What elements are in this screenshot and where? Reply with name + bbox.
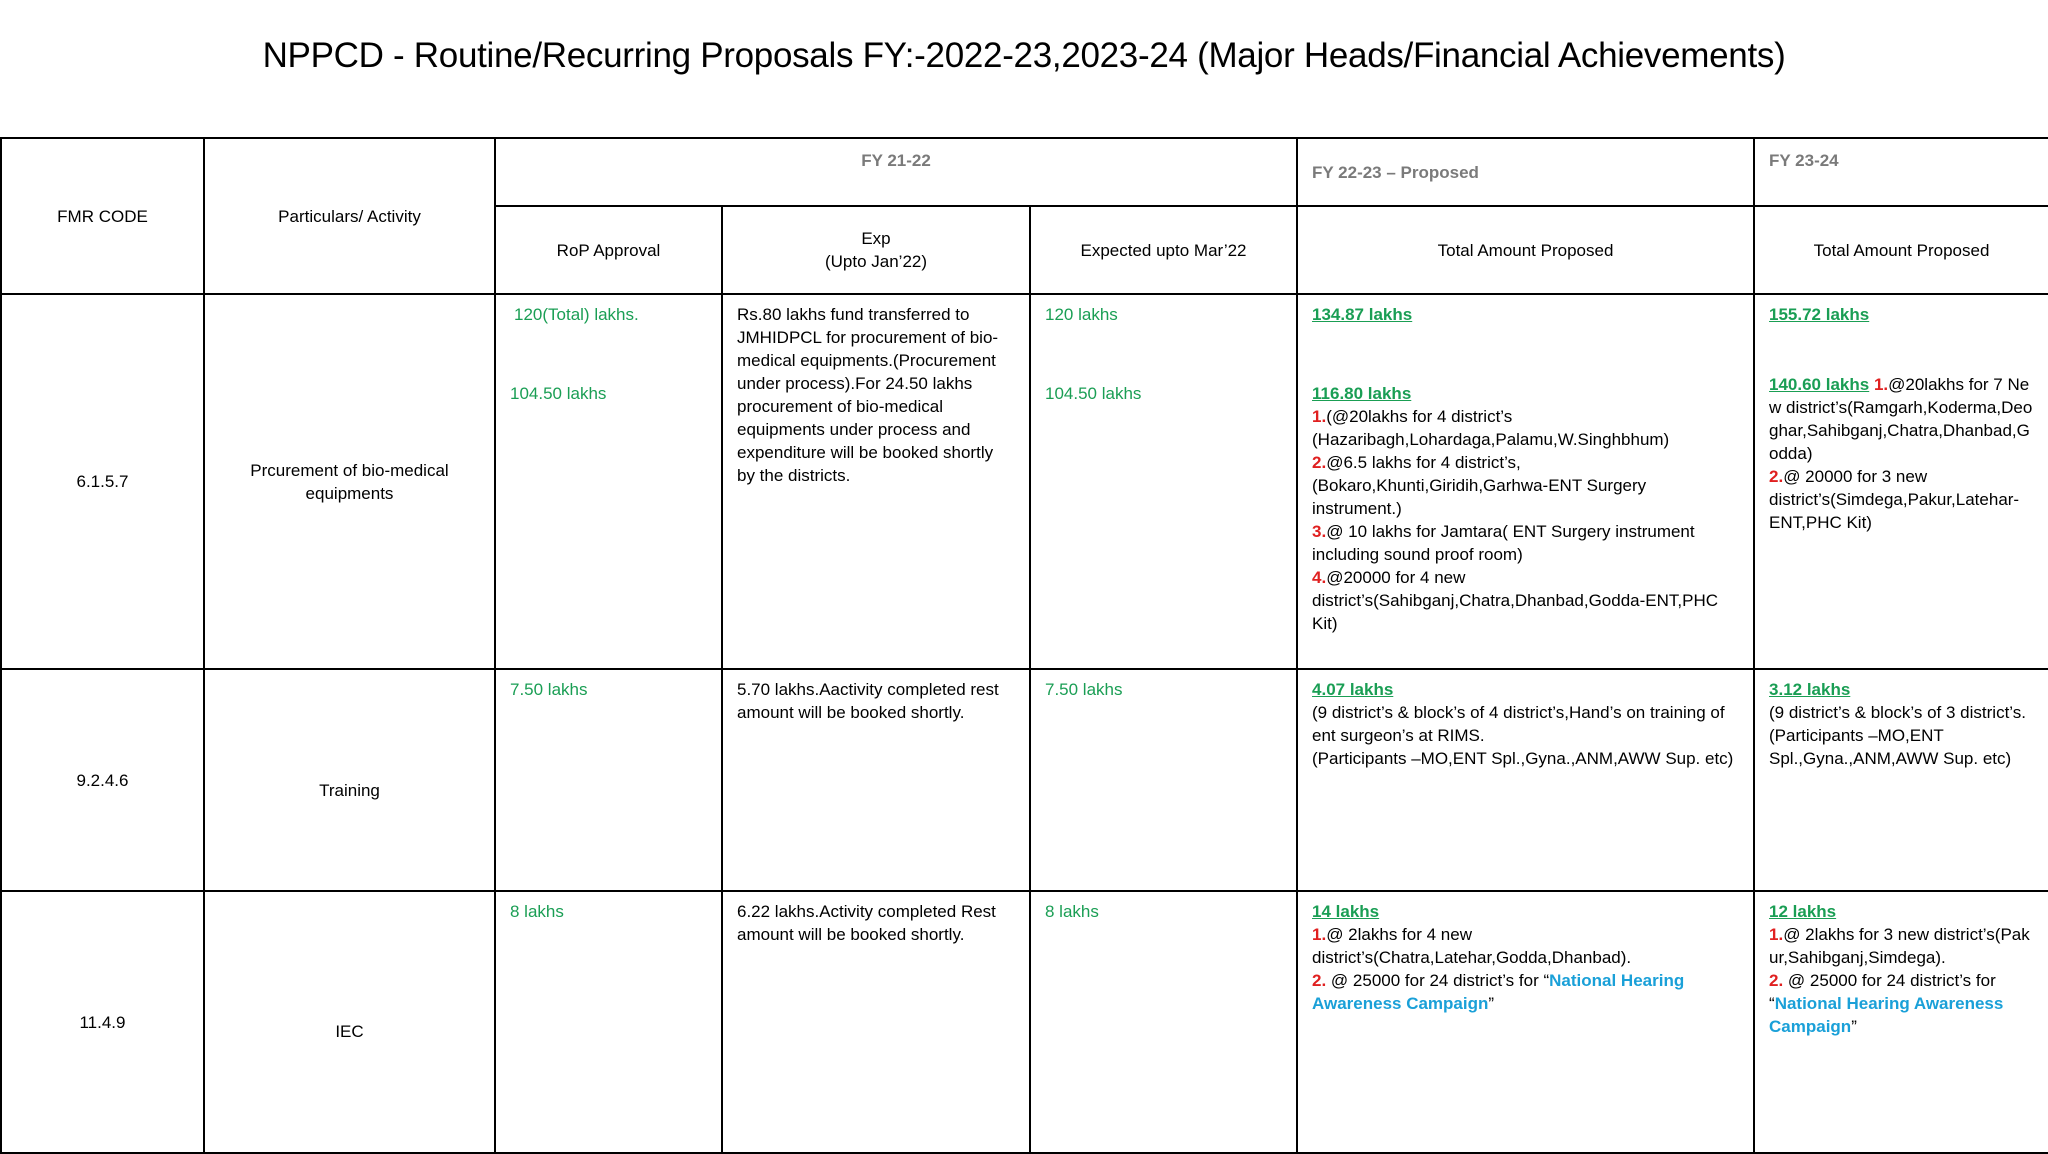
proposal-2324-cell <box>1754 891 2048 1153</box>
proposal-total: 134.87 lakhs <box>1312 305 1413 324</box>
proposal-total: 4.07 lakhs <box>1312 680 1394 699</box>
expected-sub: 104.50 lakhs <box>1045 384 1142 403</box>
proposals-table <box>0 137 2048 1154</box>
proposal-total: 3.12 lakhs <box>1769 680 1851 699</box>
activity-cell: Prcurement of bio-medical equipments <box>204 294 495 669</box>
expected-cell <box>1030 294 1297 669</box>
exp-cell: Rs.80 lakhs fund transferred to JMHIDPCL for procurement of bio-medical equipments.(Procurement under process).For 24.50 lakhs procurement of bio-medical equipments under process and expenditure will be booked shortly by the districts. <box>722 294 1030 669</box>
exp-cell: 5.70 lakhs.Aactivity completed rest amount will be booked shortly. <box>722 669 1030 891</box>
rop-total: 120(Total) lakhs. <box>514 305 639 324</box>
proposal-total: 14 lakhs <box>1312 902 1380 921</box>
rop-value: 7.50 lakhs <box>510 680 588 699</box>
header-exp-line1: Exp <box>861 229 891 248</box>
proposal-text: (9 district’s & block’s of 4 district’s,Hand’s on training of ent surgeon’s at RIMS. <box>1312 703 1725 745</box>
expected-value: 7.50 lakhs <box>1045 680 1123 699</box>
campaign-name: National Hearing Awareness Campaign <box>1769 994 2004 1036</box>
proposal-text: (Participants –MO,ENT Spl.,Gyna.,ANM,AWW Sup. etc) <box>1769 726 2012 768</box>
fmr-code-cell: 11.4.9 <box>1 891 204 1153</box>
proposal-sub: 116.80 lakhs <box>1312 384 1412 403</box>
header-fy-23-24: FY 23-24 <box>1754 138 2048 206</box>
proposal-item: 2.@ 20000 for 3 new district’s(Simdega,Pakur,Latehar-ENT,PHC Kit) <box>1769 467 2020 532</box>
proposal-item: 2.@6.5 lakhs for 4 district’s, (Bokaro,Khunti,Giridih,Garhwa-ENT Surgery instrument.) <box>1312 453 1647 518</box>
header-total-2223: Total Amount Proposed <box>1297 206 1754 294</box>
proposal-item: 140.60 lakhs 1.@20lakhs for 7 New district’s(Ramgarh,Koderma,Deoghar,Sahibganj,Chatra,Dhanbad,Godda) <box>1769 375 2033 463</box>
table-row <box>1 669 2048 891</box>
rop-cell <box>495 891 722 1153</box>
exp-cell: 6.22 lakhs.Activity completed Rest amount will be booked shortly. <box>722 891 1030 1153</box>
expected-cell <box>1030 891 1297 1153</box>
proposal-item: 2. @ 25000 for 24 district’s for “National Hearing Awareness Campaign” <box>1769 971 2004 1036</box>
header-exp <box>722 206 1030 294</box>
table-row <box>1 294 2048 669</box>
proposal-text: (9 district’s & block’s of 3 district’s. <box>1769 703 2026 722</box>
proposal-item: 2. @ 25000 for 24 district’s for “National Hearing Awareness Campaign” <box>1312 971 1685 1013</box>
header-particulars: Particulars/ Activity <box>204 138 495 294</box>
header-row-groups <box>1 138 2048 206</box>
header-total-2324: Total Amount Proposed <box>1754 206 2048 294</box>
expected-total: 120 lakhs <box>1045 305 1118 324</box>
proposal-item: 1.@ 2lakhs for 4 new district’s(Chatra,Latehar,Godda,Dhanbad). <box>1312 925 1632 967</box>
proposal-item: 1.(@20lakhs for 4 district’s (Hazaribagh,Lohardaga,Palamu,W.Singhbhum) <box>1312 407 1670 449</box>
fmr-code-cell: 9.2.4.6 <box>1 669 204 891</box>
expected-value: 8 lakhs <box>1045 902 1099 921</box>
proposal-total: 155.72 lakhs <box>1769 305 1870 324</box>
proposal-text: (Participants –MO,ENT Spl.,Gyna.,ANM,AWW Sup. etc) <box>1312 749 1734 768</box>
rop-cell <box>495 669 722 891</box>
header-fy-22-23: FY 22-23 – Proposed <box>1297 138 1754 206</box>
proposal-total: 12 lakhs <box>1769 902 1837 921</box>
fmr-code-cell: 6.1.5.7 <box>1 294 204 669</box>
proposal-2324-cell <box>1754 294 2048 669</box>
page-title: NPPCD - Routine/Recurring Proposals FY:-2022-23,2023-24 (Major Heads/Financial Achievements) <box>262 36 1786 75</box>
header-fy-21-22: FY 21-22 <box>495 138 1297 206</box>
header-rop-approval: RoP Approval <box>495 206 722 294</box>
proposal-2223-cell <box>1297 294 1754 669</box>
campaign-name: National Hearing Awareness Campaign <box>1312 971 1685 1013</box>
expected-cell <box>1030 669 1297 891</box>
rop-cell <box>495 294 722 669</box>
table-row <box>1 891 2048 1153</box>
rop-value: 8 lakhs <box>510 902 564 921</box>
rop-sub: 104.50 lakhs <box>510 384 607 403</box>
header-fmr-code: FMR CODE <box>1 138 204 294</box>
activity-cell: Training <box>204 669 495 891</box>
proposal-item: 4.@20000 for 4 new district’s(Sahibganj,Chatra,Dhanbad,Godda-ENT,PHC Kit) <box>1312 568 1719 633</box>
proposal-item: 1.@ 2lakhs for 3 new district’s(Pakur,Sahibganj,Simdega). <box>1769 925 2030 967</box>
proposal-2223-cell <box>1297 891 1754 1153</box>
header-exp-line2: (Upto Jan’22) <box>824 252 928 271</box>
proposal-2324-cell <box>1754 669 2048 891</box>
proposal-item: 3.@ 10 lakhs for Jamtara( ENT Surgery instrument including sound proof room) <box>1312 522 1695 564</box>
proposal-2223-cell <box>1297 669 1754 891</box>
activity-cell: IEC <box>204 891 495 1153</box>
header-expected: Expected upto Mar’22 <box>1030 206 1297 294</box>
